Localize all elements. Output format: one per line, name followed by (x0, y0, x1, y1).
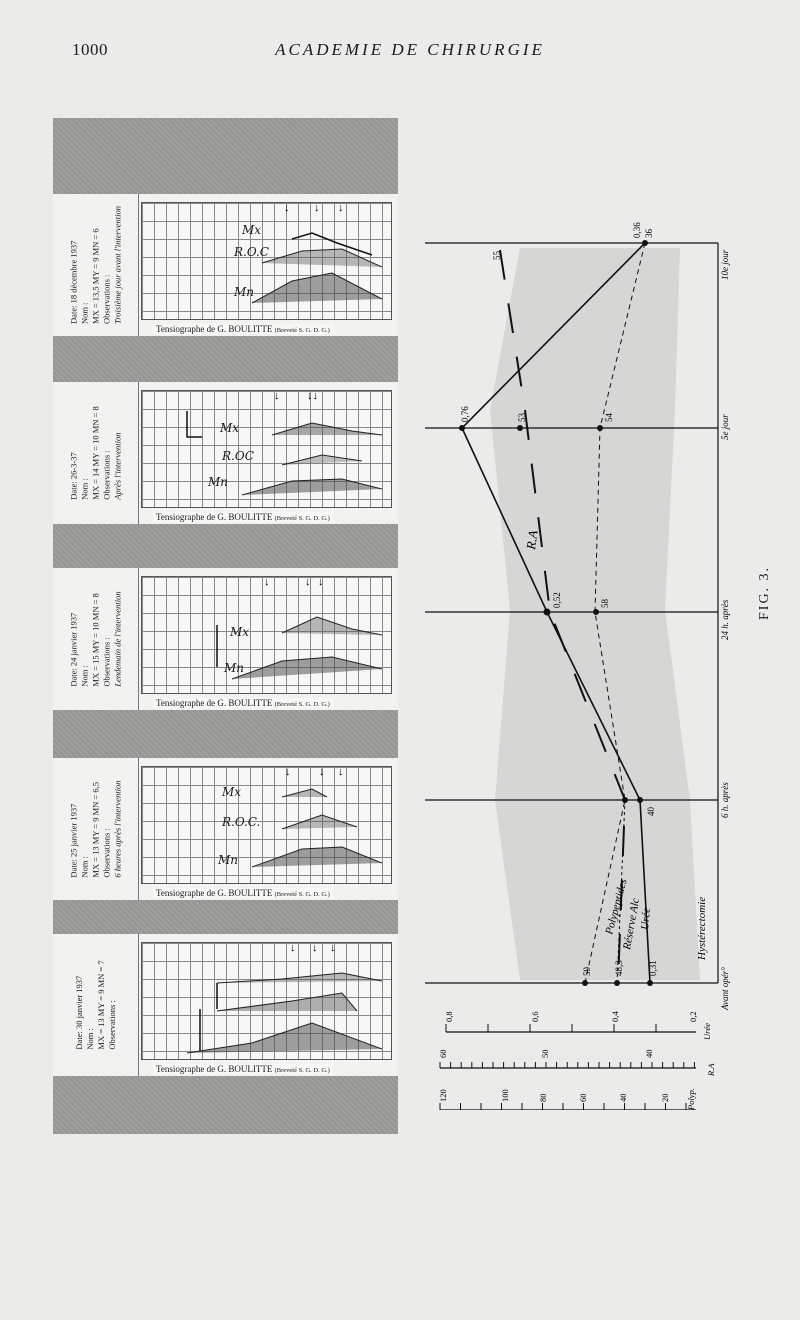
hysterectomie-label: Hystérectomie (696, 896, 708, 960)
plate-1-trace-mn (252, 273, 382, 303)
plate-4-label-mx: Mx (222, 785, 242, 799)
plate-1-nom: Nom : (79, 302, 89, 324)
svg-text:20: 20 (660, 1093, 670, 1102)
plate-1-label-mx: Mx (242, 223, 262, 237)
plate-1-date: Date: 18 décembre 1937 (68, 240, 78, 324)
plate-4-trace-mn (252, 847, 382, 867)
other-label-3: 53 (517, 413, 527, 422)
legend-reserve: Réserve Alc (621, 897, 642, 951)
plate-2-nom: Nom : (79, 478, 89, 500)
plate-3 (53, 568, 398, 710)
plate-3-grid (141, 576, 392, 694)
svg-text:↓↓: ↓↓ (307, 391, 318, 402)
svg-text:Urée: Urée (702, 1023, 712, 1040)
svg-text:↓: ↓ (285, 767, 291, 778)
svg-text:80: 80 (538, 1093, 548, 1102)
svg-text:↓: ↓ (264, 577, 270, 588)
plate-3-caption: Tensiographe de G. BOULITTE (Breveté S. G. D. G.) (153, 698, 333, 708)
plate-2-trace-mn (242, 479, 382, 495)
plate-1-label-mn: Mn (234, 285, 255, 299)
col-label-4: 10e jour (720, 249, 730, 280)
plate-2-obs-label: Observations : (101, 450, 111, 500)
plate-3-label-mx: Mx (230, 625, 250, 639)
plate-2-values: MX = 14 MY = 10 MN = 8 (90, 406, 100, 500)
svg-text:↓: ↓ (312, 943, 318, 954)
page-number: 1000 (72, 40, 108, 59)
col-label-1: 6 h. après (720, 782, 730, 818)
reserve-label-0: 48,3 (614, 960, 624, 976)
plate-5-trace-mid (217, 993, 357, 1011)
uree-label-0: 0,31 (648, 960, 658, 976)
plate-1-caption: Tensiographe de G. BOULITTE (Breveté S. G. D. G.) (153, 324, 333, 334)
plate-2-trace-roc (282, 455, 362, 465)
uree-label-2: 0,52 (552, 592, 562, 608)
svg-text:↓: ↓ (338, 767, 344, 778)
svg-text:↓: ↓ (290, 943, 296, 954)
legend-uree: Urée (639, 907, 653, 931)
svg-text:120: 120 (438, 1089, 448, 1102)
svg-text:60: 60 (438, 1049, 448, 1058)
poly-label-4: 55 (492, 251, 502, 260)
plate-4-label-mn: Mn (218, 853, 239, 867)
plate-3-date: Date: 24 janvier 1937 (68, 612, 78, 687)
legend-ra: R.A (523, 529, 541, 551)
plate-4-trace-roc (282, 815, 357, 829)
plate-2-caption: Tensiographe de G. BOULITTE (Breveté S. G. D. G.) (153, 512, 333, 522)
plate-1-info (53, 194, 139, 336)
plate-1-values: MX = 13,5 MY = 9 MN = 6 (90, 228, 100, 324)
plate-2-label-mx: Mx (220, 421, 240, 435)
svg-text:40: 40 (644, 1049, 654, 1058)
other-label-4: 36 (644, 229, 654, 238)
plate-4-date: Date: 25 janvier 1937 (68, 803, 78, 878)
plate-1-obs-text: Troisième jour avant l'intervention (112, 206, 122, 324)
plate-1-obs-label: Observations : (101, 274, 111, 324)
figure-label: FIG. 3. (757, 565, 772, 620)
plate-1 (53, 194, 398, 336)
plate-4-values: MX = 13 MY = 9 MN = 6,5 (90, 782, 100, 878)
svg-text:↓: ↓ (318, 577, 324, 588)
plate-5-trace-low (187, 1023, 382, 1053)
plate-5-grid (141, 942, 392, 1060)
svg-text:↓: ↓ (284, 203, 290, 214)
plate-2-info (53, 382, 139, 524)
tensiograph-plates (53, 118, 398, 1134)
plate-3-label-mn: Mn (224, 661, 245, 675)
poly-label-0: 59 (582, 967, 592, 976)
svg-text:↓: ↓ (330, 943, 336, 954)
svg-text:↓: ↓ (274, 391, 280, 402)
plate-2-trace-mx (272, 423, 382, 435)
plate-5-trace-top (217, 973, 382, 983)
plate-1-grid (141, 202, 392, 320)
svg-text:↓: ↓ (314, 203, 320, 214)
other-label-1: 40 (646, 807, 656, 816)
biochem-graph (400, 110, 800, 1110)
svg-text:0,8: 0,8 (444, 1011, 454, 1022)
svg-text:40: 40 (618, 1093, 628, 1102)
plate-3-info (53, 568, 139, 710)
plate-3-trace-mx (282, 617, 382, 635)
plate-5-date: Date: 30 janvier 1937 (73, 975, 84, 1050)
plate-4-grid (141, 766, 392, 884)
plate-5 (53, 934, 398, 1076)
plate-3-obs-text: Lendemain de l'intervention (112, 591, 122, 687)
plate-5-caption: Tensiographe de G. BOULITTE (Breveté S. G. D. G.) (153, 1064, 333, 1074)
plate-2-label-mn: Mn (208, 475, 229, 489)
col-label-3: 5e jour (720, 414, 730, 440)
svg-text:0,6: 0,6 (530, 1011, 540, 1022)
plate-2-grid (141, 390, 392, 508)
plate-3-obs-label: Observations : (101, 637, 111, 687)
col-label-0: Avant opér° (720, 967, 730, 1010)
plate-2 (53, 382, 398, 524)
legend-poly: Polypeptides (603, 877, 630, 936)
plate-5-nom: Nom : (84, 1028, 95, 1050)
plate-4-obs-label: Observations : (101, 828, 111, 878)
plate-5-info (53, 934, 139, 1076)
col-label-2: 24 h. après (720, 599, 730, 640)
plate-4-trace-mx (282, 789, 327, 797)
svg-text:100: 100 (500, 1089, 510, 1102)
plate-2-obs-text: Après l'intervention (112, 432, 122, 500)
plate-1-label-roc: R.O.C (234, 245, 269, 259)
svg-text:0,4: 0,4 (610, 1011, 620, 1022)
svg-text:↓: ↓ (319, 767, 325, 778)
plate-4-caption: Tensiographe de G. BOULITTE (Breveté S. G. D. G.) (153, 888, 333, 898)
plate-4 (53, 758, 398, 900)
uree-label-3: 0,76 (460, 406, 470, 422)
plate-5-obs-label: Observations : (106, 1000, 117, 1050)
plate-2-date: Date: 26-3-37 (68, 452, 78, 500)
svg-text:↓: ↓ (338, 203, 344, 214)
plate-3-values: MX = 15 MY = 10 MN = 8 (90, 593, 100, 687)
svg-text:50: 50 (540, 1049, 550, 1058)
plate-4-nom: Nom : (79, 856, 89, 878)
reserve-label-3: 54 (604, 413, 614, 422)
reserve-label-2: 58 (600, 599, 610, 608)
svg-text:R.A: R.A (706, 1063, 716, 1076)
uree-label-4: 0,36 (632, 222, 642, 238)
svg-text:↓: ↓ (305, 577, 311, 588)
svg-text:60: 60 (578, 1093, 588, 1102)
plate-4-label-roc: R.O.C. (222, 815, 261, 829)
plate-3-nom: Nom : (79, 665, 89, 687)
plate-2-label-roc: R.OC (222, 449, 254, 463)
plate-5-values: MX = 13 MY = 9 MN = 7 (95, 960, 106, 1050)
scales (440, 1032, 696, 1110)
plate-4-info (53, 758, 139, 900)
plate-3-trace-mn (232, 657, 382, 679)
svg-text:Polyp.: Polyp. (686, 1088, 696, 1110)
plate-4-obs-text: 6 heures après l'intervention (112, 780, 122, 878)
svg-text:0,2: 0,2 (688, 1011, 698, 1022)
running-title: ACADEMIE DE CHIRURGIE (275, 40, 545, 59)
